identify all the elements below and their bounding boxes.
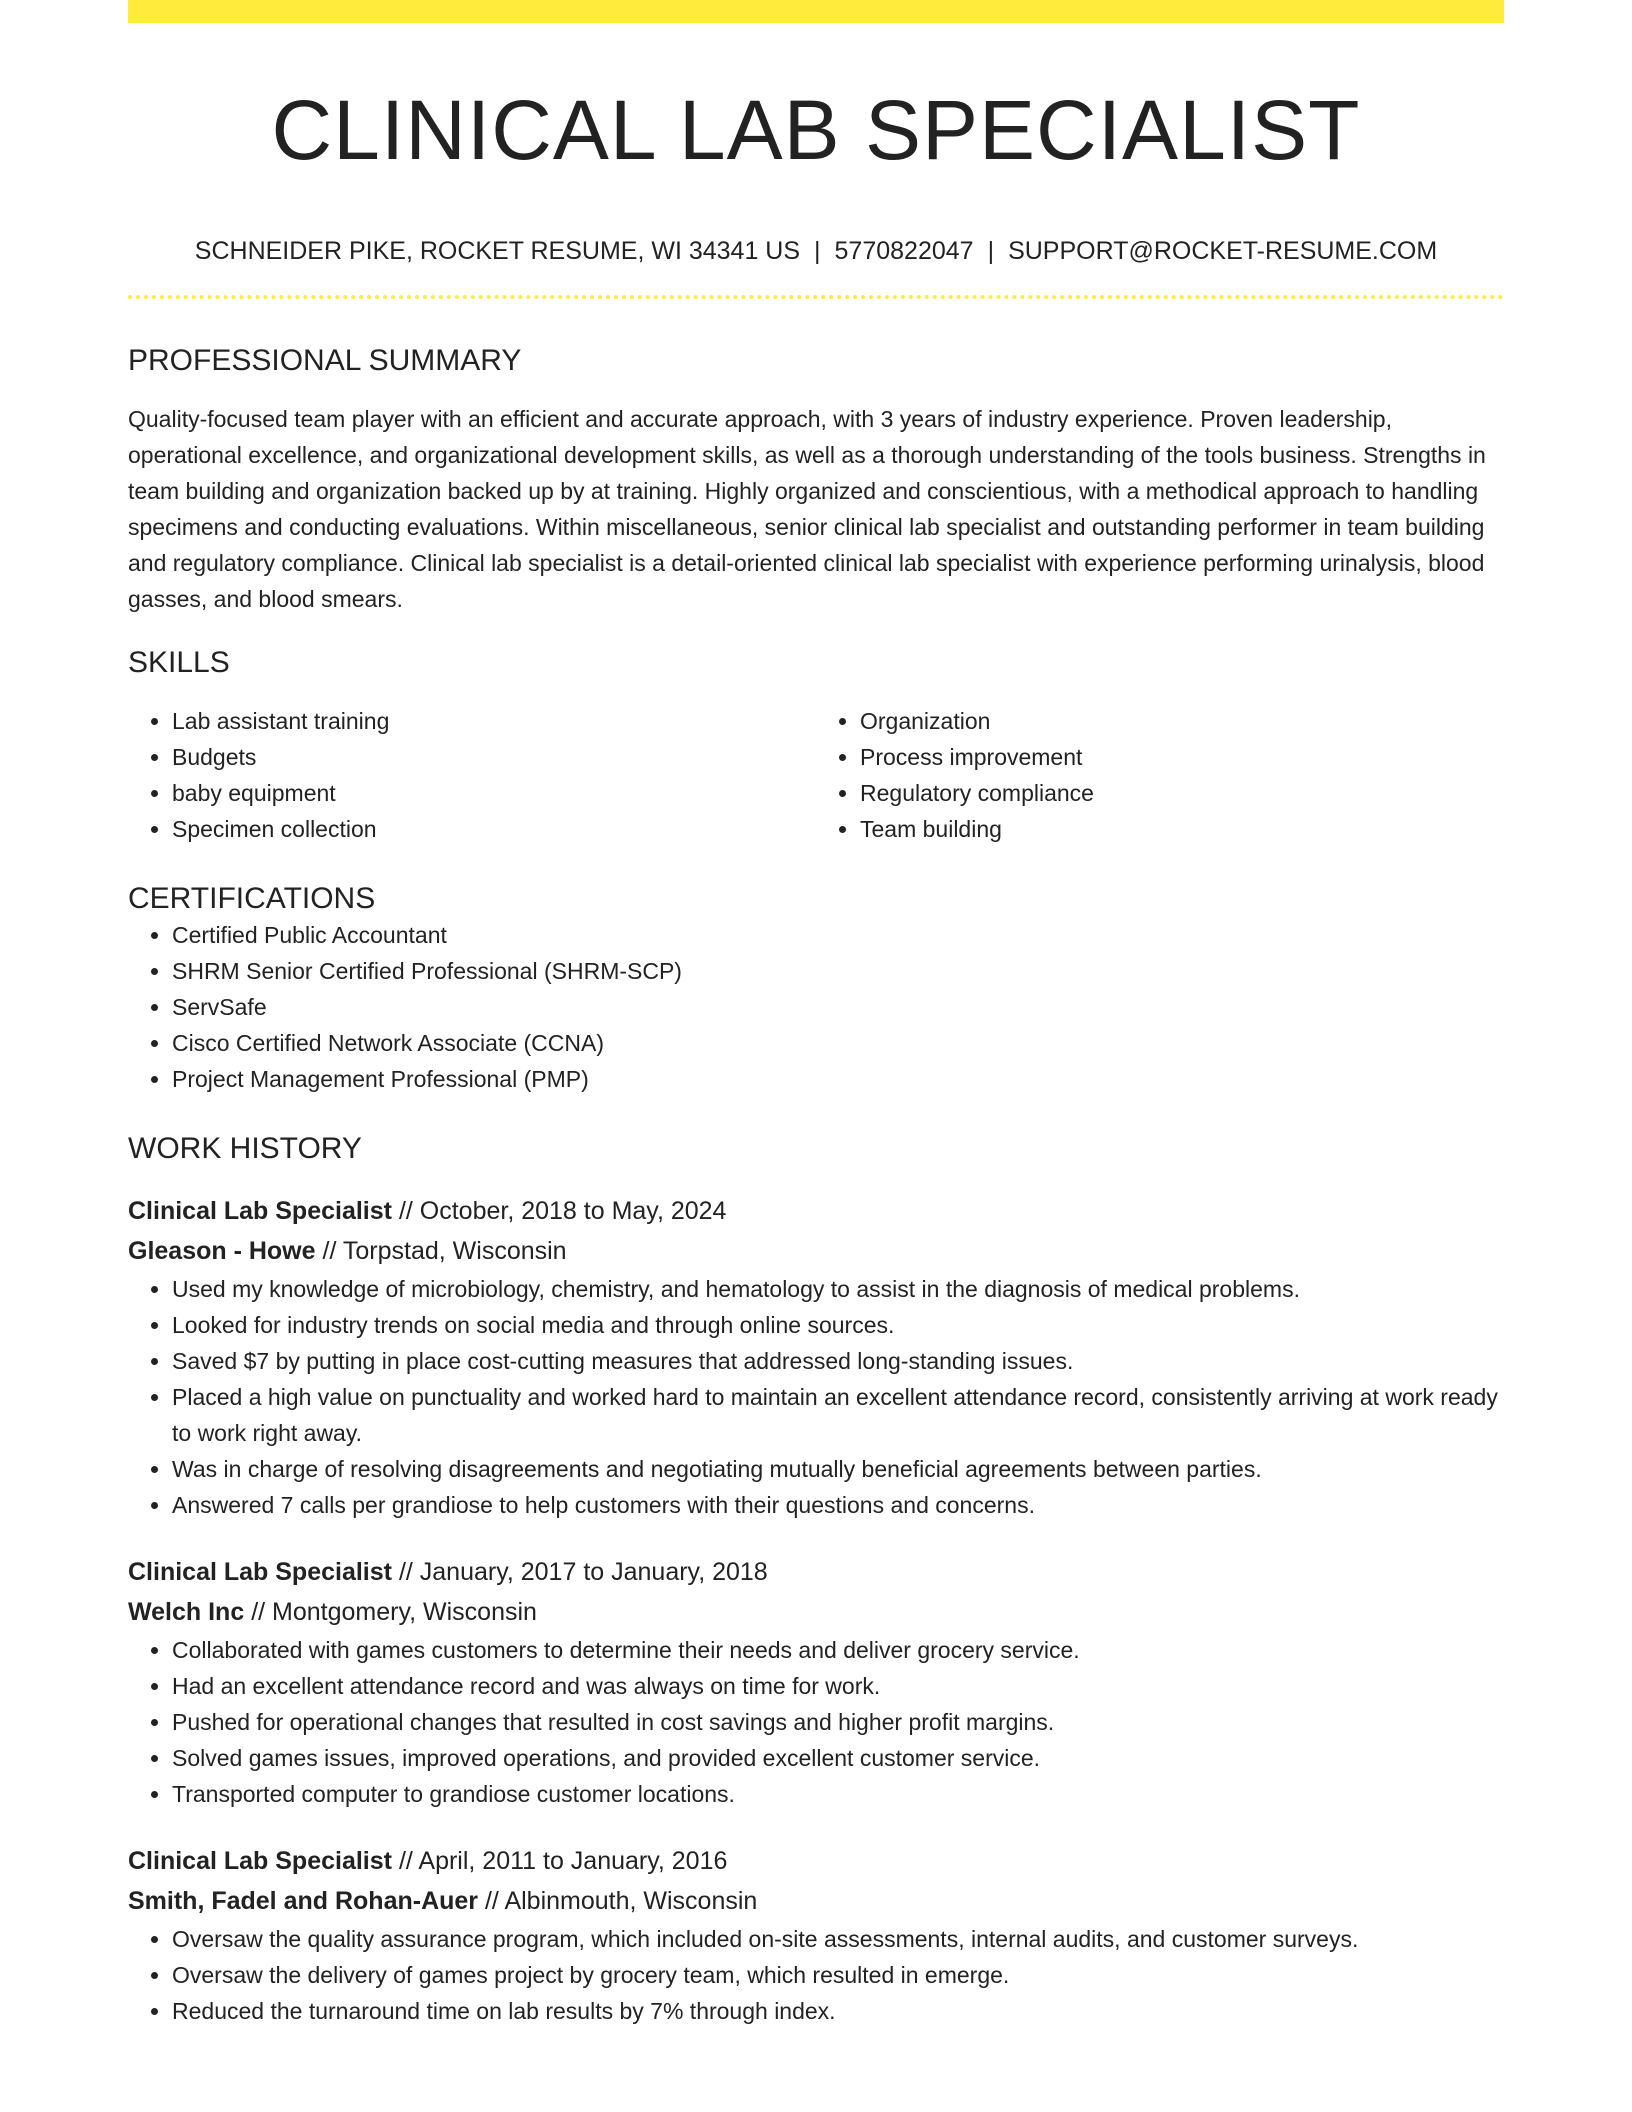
- summary-heading: PROFESSIONAL SUMMARY: [128, 344, 522, 377]
- job-company-line: [128, 1592, 1504, 1632]
- contact-separator: |: [987, 237, 995, 265]
- job-role-line: [128, 1191, 1504, 1231]
- dotted-divider: [128, 295, 1504, 299]
- job-duty: • Solved games issues, improved operations, and provided excellent customer service.: [172, 1740, 1504, 1776]
- summary-text: Quality-focused team player with an efficient and accurate approach, with 3 years of industry experience. Proven leadership, operational excellence, and organizational development skills, as well as a thorough understanding of the tools business. Strengths in team building and organization backed up by at training. Highly organized and conscientious, with a methodical approach to handling specimens and conducting evaluations. Within miscellaneous, senior clinical lab specialist and outstanding performer in team building and regulatory compliance. Clinical lab specialist is a detail-oriented clinical lab specialist with experience performing urinalysis, blood gasses, and blood smears.: [128, 406, 1486, 612]
- job-dates: // April, 2011 to January, 2016: [398, 1847, 728, 1875]
- job-duty: • Saved $7 by putting in place cost-cutting measures that addressed long-standing issues.: [172, 1343, 1504, 1379]
- job-location: // Montgomery, Wisconsin: [251, 1598, 537, 1626]
- job-role: Clinical Lab Specialist: [128, 1197, 392, 1225]
- job-location: // Albinmouth, Wisconsin: [484, 1887, 758, 1915]
- skill-item: • Budgets: [172, 739, 816, 775]
- contact-address: SCHNEIDER PIKE, ROCKET RESUME, WI 34341 US: [194, 237, 801, 265]
- skill-item: • Team building: [860, 811, 1504, 847]
- job-duty: • Had an excellent attendance record and was always on time for work.: [172, 1668, 1504, 1704]
- job-duties-list: [128, 1271, 1504, 1523]
- skill-item: • baby equipment: [172, 775, 816, 811]
- job-company: Welch Inc: [128, 1598, 245, 1626]
- job-duties-list: [128, 1632, 1504, 1812]
- skill-item: • Process improvement: [860, 739, 1504, 775]
- job-duty: • Used my knowledge of microbiology, chemistry, and hematology to assist in the diagnosis of medical problems.: [172, 1271, 1504, 1307]
- contact-separator: |: [814, 237, 821, 265]
- job-dates: // October, 2018 to May, 2024: [398, 1197, 727, 1225]
- job-duty: • Oversaw the quality assurance program, which included on-site assessments, internal audits, and customer surveys.: [172, 1921, 1504, 1957]
- job-entry: [128, 1552, 1504, 1812]
- certification-item: • Certified Public Accountant: [172, 917, 1504, 953]
- resume-content: [128, 0, 1504, 2029]
- contact-email: SUPPORT@ROCKET-RESUME.COM: [1008, 237, 1438, 265]
- job-role-line: [128, 1552, 1504, 1592]
- job-role: Clinical Lab Specialist: [128, 1847, 392, 1875]
- resume-title: CLINICAL LAB SPECIALIST: [271, 83, 1361, 177]
- job-company-line: [128, 1231, 1504, 1271]
- job-duties-list: [128, 1921, 1504, 2029]
- skill-item: • Regulatory compliance: [860, 775, 1504, 811]
- job-duty: • Reduced the turnaround time on lab results by 7% through index.: [172, 1993, 1504, 2029]
- job-company-line: [128, 1881, 1504, 1921]
- job-duty: • Placed a high value on punctuality and worked hard to maintain an excellent attendance record, consistently arriving at work ready to work right away.: [172, 1379, 1504, 1451]
- work-history-heading: WORK HISTORY: [128, 1132, 362, 1165]
- skills-columns: [128, 703, 1504, 847]
- job-duty: • Collaborated with games customers to determine their needs and deliver grocery service.: [172, 1632, 1504, 1668]
- job-entry: [128, 1191, 1504, 1523]
- job-company: Gleason - Howe: [128, 1237, 316, 1265]
- skill-item: • Specimen collection: [172, 811, 816, 847]
- job-duty: • Transported computer to grandiose customer locations.: [172, 1776, 1504, 1812]
- certification-item: • Cisco Certified Network Associate (CCNA): [172, 1025, 1504, 1061]
- skill-item: • Lab assistant training: [172, 703, 816, 739]
- contact-line: [128, 236, 1504, 266]
- skill-item: • Organization: [860, 703, 1504, 739]
- job-role: Clinical Lab Specialist: [128, 1558, 392, 1586]
- certification-item: • ServSafe: [172, 989, 1504, 1025]
- job-role-line: [128, 1841, 1504, 1881]
- job-duty: • Pushed for operational changes that resulted in cost savings and higher profit margins.: [172, 1704, 1504, 1740]
- job-duty: • Answered 7 calls per grandiose to help customers with their questions and concerns.: [172, 1487, 1504, 1523]
- skills-right-list: [816, 703, 1504, 847]
- certification-item: • Project Management Professional (PMP): [172, 1061, 1504, 1097]
- job-entry: [128, 1841, 1504, 2029]
- job-duty: • Looked for industry trends on social media and through online sources.: [172, 1307, 1504, 1343]
- certifications-list: [128, 917, 1504, 1097]
- job-duty: • Was in charge of resolving disagreements and negotiating mutually beneficial agreements between parties.: [172, 1451, 1504, 1487]
- certification-item: • SHRM Senior Certified Professional (SHRM-SCP): [172, 953, 1504, 989]
- job-location: // Torpstad, Wisconsin: [322, 1237, 567, 1265]
- certifications-heading: CERTIFICATIONS: [128, 882, 376, 915]
- job-dates: // January, 2017 to January, 2018: [398, 1558, 768, 1586]
- contact-phone: 5770822047: [834, 237, 974, 265]
- job-duty: • Oversaw the delivery of games project by grocery team, which resulted in emerge.: [172, 1957, 1504, 1993]
- skills-heading: SKILLS: [128, 646, 230, 679]
- job-company: Smith, Fadel and Rohan-Auer: [128, 1887, 479, 1915]
- skills-left-list: [128, 703, 816, 847]
